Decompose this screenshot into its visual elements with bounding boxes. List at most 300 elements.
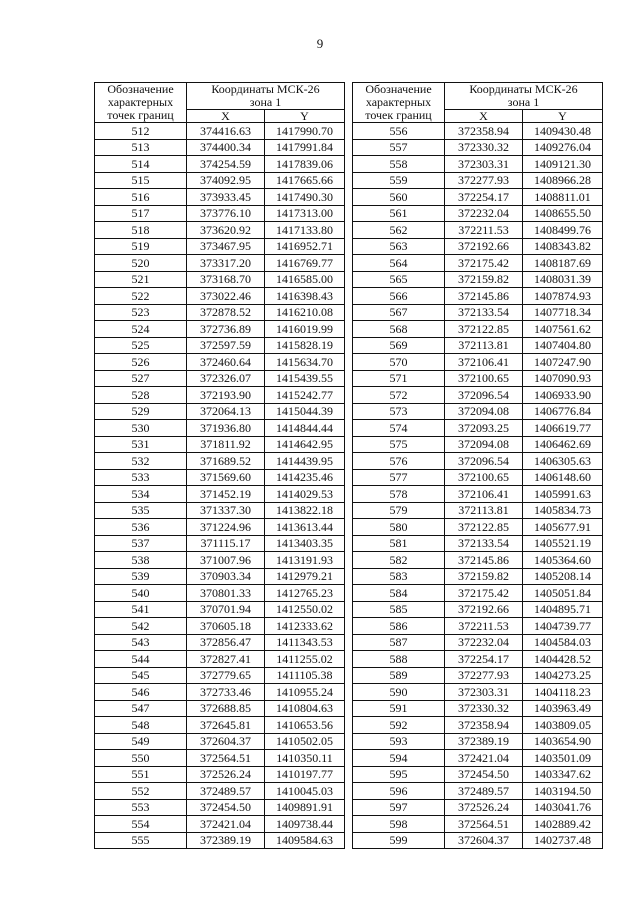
point-number-cell: 573 (353, 403, 445, 420)
y-coordinate-cell: 1410955.24 (265, 684, 345, 701)
coordinates-table-left (94, 82, 345, 849)
x-coordinate-cell: 372192.66 (445, 601, 523, 618)
y-coordinate-cell: 1410350.11 (265, 750, 345, 767)
table-row (353, 387, 603, 404)
table-row (95, 304, 345, 321)
table-row (353, 436, 603, 453)
y-coordinate-cell: 1416398.43 (265, 288, 345, 305)
table-row (353, 799, 603, 816)
x-coordinate-cell: 372277.93 (445, 667, 523, 684)
y-coordinate-cell: 1417839.06 (265, 156, 345, 173)
x-coordinate-cell: 370801.33 (187, 585, 265, 602)
point-number-cell: 513 (95, 139, 187, 156)
table-row (353, 123, 603, 140)
table-row (353, 486, 603, 503)
point-number-cell: 578 (353, 486, 445, 503)
point-number-cell: 580 (353, 519, 445, 536)
y-coordinate-cell: 1406305.63 (523, 453, 603, 470)
table-row (353, 618, 603, 635)
x-coordinate-cell: 372454.50 (187, 799, 265, 816)
table-row (95, 601, 345, 618)
col-y-header: Y (265, 110, 345, 123)
point-number-cell: 589 (353, 667, 445, 684)
x-coordinate-cell: 371689.52 (187, 453, 265, 470)
table-row (95, 750, 345, 767)
point-number-cell: 546 (95, 684, 187, 701)
y-coordinate-cell: 1414439.95 (265, 453, 345, 470)
table-row (95, 568, 345, 585)
y-coordinate-cell: 1410197.77 (265, 766, 345, 783)
table-row (353, 453, 603, 470)
table-row (95, 123, 345, 140)
point-number-cell: 545 (95, 667, 187, 684)
x-coordinate-cell: 372389.19 (187, 832, 265, 849)
x-coordinate-cell: 372113.81 (445, 337, 523, 354)
point-number-cell: 536 (95, 519, 187, 536)
table-row (95, 387, 345, 404)
x-coordinate-cell: 372326.07 (187, 370, 265, 387)
x-coordinate-cell: 371811.92 (187, 436, 265, 453)
table-row (353, 172, 603, 189)
y-coordinate-cell: 1415828.19 (265, 337, 345, 354)
point-number-cell: 521 (95, 271, 187, 288)
x-coordinate-cell: 372211.53 (445, 618, 523, 635)
x-coordinate-cell: 372688.85 (187, 700, 265, 717)
coord-system-header: Координаты МСК-26 зона 1 (445, 83, 603, 110)
x-coordinate-cell: 372277.93 (445, 172, 523, 189)
y-coordinate-cell: 1405834.73 (523, 502, 603, 519)
y-coordinate-cell: 1407561.62 (523, 321, 603, 338)
table-row (95, 453, 345, 470)
table-row (353, 337, 603, 354)
point-number-cell: 595 (353, 766, 445, 783)
x-coordinate-cell: 372856.47 (187, 634, 265, 651)
y-coordinate-cell: 1409584.63 (265, 832, 345, 849)
x-coordinate-cell: 372175.42 (445, 585, 523, 602)
x-coordinate-cell: 372100.65 (445, 370, 523, 387)
table-row (353, 783, 603, 800)
x-coordinate-cell: 372254.17 (445, 651, 523, 668)
y-coordinate-cell: 1403194.50 (523, 783, 603, 800)
x-coordinate-cell: 372303.31 (445, 156, 523, 173)
y-coordinate-cell: 1408187.69 (523, 255, 603, 272)
x-coordinate-cell: 372736.89 (187, 321, 265, 338)
x-coordinate-cell: 372145.86 (445, 552, 523, 569)
point-number-cell: 555 (95, 832, 187, 849)
x-coordinate-cell: 372733.46 (187, 684, 265, 701)
point-number-cell: 554 (95, 816, 187, 833)
y-coordinate-cell: 1403501.09 (523, 750, 603, 767)
x-coordinate-cell: 371224.96 (187, 519, 265, 536)
table-row (353, 288, 603, 305)
x-coordinate-cell: 372211.53 (445, 222, 523, 239)
point-number-cell: 587 (353, 634, 445, 651)
page-number: 9 (316, 36, 324, 51)
y-coordinate-cell: 1414844.44 (265, 420, 345, 437)
table-row (353, 634, 603, 651)
col-y-header: Y (523, 110, 603, 123)
x-coordinate-cell: 370605.18 (187, 618, 265, 635)
table-row (95, 222, 345, 239)
y-coordinate-cell: 1408966.28 (523, 172, 603, 189)
table-row (353, 832, 603, 849)
table-row (95, 783, 345, 800)
point-number-cell: 579 (353, 502, 445, 519)
x-coordinate-cell: 372779.65 (187, 667, 265, 684)
point-number-cell: 517 (95, 205, 187, 222)
point-number-cell: 525 (95, 337, 187, 354)
x-coordinate-cell: 372454.50 (445, 766, 523, 783)
coord-system-header: Координаты МСК-26 зона 1 (187, 83, 345, 110)
y-coordinate-cell: 1403041.76 (523, 799, 603, 816)
point-number-cell: 551 (95, 766, 187, 783)
table-row (95, 238, 345, 255)
y-coordinate-cell: 1416210.08 (265, 304, 345, 321)
point-number-cell: 561 (353, 205, 445, 222)
y-coordinate-cell: 1403347.62 (523, 766, 603, 783)
y-coordinate-cell: 1416585.00 (265, 271, 345, 288)
point-number-cell: 549 (95, 733, 187, 750)
table-row (353, 651, 603, 668)
y-coordinate-cell: 1411255.02 (265, 651, 345, 668)
point-number-cell: 584 (353, 585, 445, 602)
point-number-cell: 548 (95, 717, 187, 734)
y-coordinate-cell: 1402889.42 (523, 816, 603, 833)
table-row (353, 321, 603, 338)
y-coordinate-cell: 1408811.01 (523, 189, 603, 206)
point-number-cell: 527 (95, 370, 187, 387)
y-coordinate-cell: 1417490.30 (265, 189, 345, 206)
y-coordinate-cell: 1414029.53 (265, 486, 345, 503)
point-number-cell: 524 (95, 321, 187, 338)
y-coordinate-cell: 1417313.00 (265, 205, 345, 222)
y-coordinate-cell: 1405364.60 (523, 552, 603, 569)
x-coordinate-cell: 372122.85 (445, 519, 523, 536)
point-number-cell: 596 (353, 783, 445, 800)
point-number-cell: 531 (95, 436, 187, 453)
y-coordinate-cell: 1413403.35 (265, 535, 345, 552)
point-number-cell: 542 (95, 618, 187, 635)
table-row (95, 370, 345, 387)
y-coordinate-cell: 1417133.80 (265, 222, 345, 239)
point-number-cell: 537 (95, 535, 187, 552)
y-coordinate-cell: 1404739.77 (523, 618, 603, 635)
table-row (95, 436, 345, 453)
x-coordinate-cell: 372330.32 (445, 139, 523, 156)
point-number-cell: 547 (95, 700, 187, 717)
x-coordinate-cell: 372489.57 (187, 783, 265, 800)
point-number-cell: 568 (353, 321, 445, 338)
y-coordinate-cell: 1407718.34 (523, 304, 603, 321)
y-coordinate-cell: 1408499.76 (523, 222, 603, 239)
y-coordinate-cell: 1409276.04 (523, 139, 603, 156)
point-number-cell: 565 (353, 271, 445, 288)
x-coordinate-cell: 372192.66 (445, 238, 523, 255)
y-coordinate-cell: 1405991.63 (523, 486, 603, 503)
point-number-cell: 577 (353, 469, 445, 486)
table-row (353, 601, 603, 618)
table-row (353, 733, 603, 750)
point-number-cell: 530 (95, 420, 187, 437)
y-coordinate-cell: 1415242.77 (265, 387, 345, 404)
table-row (353, 370, 603, 387)
point-number-cell: 520 (95, 255, 187, 272)
coordinates-table-right (352, 82, 603, 849)
x-coordinate-cell: 373022.46 (187, 288, 265, 305)
x-coordinate-cell: 370701.94 (187, 601, 265, 618)
point-number-cell: 538 (95, 552, 187, 569)
point-number-cell: 526 (95, 354, 187, 371)
table-row (353, 189, 603, 206)
y-coordinate-cell: 1413822.18 (265, 502, 345, 519)
point-number-cell: 558 (353, 156, 445, 173)
point-number-cell: 550 (95, 750, 187, 767)
x-coordinate-cell: 372358.94 (445, 717, 523, 734)
point-number-cell: 539 (95, 568, 187, 585)
y-coordinate-cell: 1415439.55 (265, 370, 345, 387)
x-coordinate-cell: 372064.13 (187, 403, 265, 420)
point-number-cell: 570 (353, 354, 445, 371)
x-coordinate-cell: 372827.41 (187, 651, 265, 668)
point-number-cell: 564 (353, 255, 445, 272)
table-row (95, 733, 345, 750)
point-label-header: Обозначение характерных точек границ (95, 83, 187, 123)
x-coordinate-cell: 373168.70 (187, 271, 265, 288)
table-row (95, 172, 345, 189)
x-coordinate-cell: 372604.37 (187, 733, 265, 750)
point-number-cell: 514 (95, 156, 187, 173)
point-number-cell: 594 (353, 750, 445, 767)
y-coordinate-cell: 1416952.71 (265, 238, 345, 255)
x-coordinate-cell: 372878.52 (187, 304, 265, 321)
x-coordinate-cell: 372133.54 (445, 535, 523, 552)
y-coordinate-cell: 1404895.71 (523, 601, 603, 618)
x-coordinate-cell: 371115.17 (187, 535, 265, 552)
y-coordinate-cell: 1406933.90 (523, 387, 603, 404)
point-label-header: Обозначение характерных точек границ (353, 83, 445, 123)
x-coordinate-cell: 372096.54 (445, 453, 523, 470)
y-coordinate-cell: 1409121.30 (523, 156, 603, 173)
table-row (95, 766, 345, 783)
x-coordinate-cell: 374254.59 (187, 156, 265, 173)
table-row (95, 189, 345, 206)
table-row (353, 519, 603, 536)
table-row (95, 321, 345, 338)
y-coordinate-cell: 1408655.50 (523, 205, 603, 222)
y-coordinate-cell: 1405208.14 (523, 568, 603, 585)
point-number-cell: 588 (353, 651, 445, 668)
y-coordinate-cell: 1406776.84 (523, 403, 603, 420)
y-coordinate-cell: 1408031.39 (523, 271, 603, 288)
point-number-cell: 516 (95, 189, 187, 206)
table-row (95, 502, 345, 519)
y-coordinate-cell: 1402737.48 (523, 832, 603, 849)
y-coordinate-cell: 1414642.95 (265, 436, 345, 453)
y-coordinate-cell: 1414235.46 (265, 469, 345, 486)
y-coordinate-cell: 1409891.91 (265, 799, 345, 816)
point-number-cell: 572 (353, 387, 445, 404)
x-coordinate-cell: 372100.65 (445, 469, 523, 486)
x-coordinate-cell: 372106.41 (445, 354, 523, 371)
x-coordinate-cell: 372604.37 (445, 832, 523, 849)
table-row (353, 271, 603, 288)
table-row (95, 156, 345, 173)
table-row (353, 766, 603, 783)
x-coordinate-cell: 372645.81 (187, 717, 265, 734)
table-row (95, 535, 345, 552)
y-coordinate-cell: 1409738.44 (265, 816, 345, 833)
y-coordinate-cell: 1413613.44 (265, 519, 345, 536)
y-coordinate-cell: 1406619.77 (523, 420, 603, 437)
table-row (353, 205, 603, 222)
point-number-cell: 534 (95, 486, 187, 503)
point-number-cell: 515 (95, 172, 187, 189)
x-coordinate-cell: 372106.41 (445, 486, 523, 503)
table-row (95, 354, 345, 371)
x-coordinate-cell: 372526.24 (187, 766, 265, 783)
x-coordinate-cell: 372175.42 (445, 255, 523, 272)
y-coordinate-cell: 1403809.05 (523, 717, 603, 734)
point-number-cell: 544 (95, 651, 187, 668)
point-number-cell: 599 (353, 832, 445, 849)
table-row (353, 222, 603, 239)
table-row (95, 684, 345, 701)
point-number-cell: 574 (353, 420, 445, 437)
point-number-cell: 567 (353, 304, 445, 321)
x-coordinate-cell: 371337.30 (187, 502, 265, 519)
y-coordinate-cell: 1412550.02 (265, 601, 345, 618)
x-coordinate-cell: 372597.59 (187, 337, 265, 354)
x-coordinate-cell: 370903.34 (187, 568, 265, 585)
y-coordinate-cell: 1410653.56 (265, 717, 345, 734)
x-coordinate-cell: 372122.85 (445, 321, 523, 338)
y-coordinate-cell: 1404273.25 (523, 667, 603, 684)
table-row (353, 255, 603, 272)
y-coordinate-cell: 1410502.05 (265, 733, 345, 750)
x-coordinate-cell: 372421.04 (445, 750, 523, 767)
y-coordinate-cell: 1405677.91 (523, 519, 603, 536)
table-row (95, 651, 345, 668)
table-row (95, 552, 345, 569)
y-coordinate-cell: 1404118.23 (523, 684, 603, 701)
point-number-cell: 585 (353, 601, 445, 618)
table-row (95, 667, 345, 684)
y-coordinate-cell: 1405051.84 (523, 585, 603, 602)
point-number-cell: 581 (353, 535, 445, 552)
x-coordinate-cell: 372421.04 (187, 816, 265, 833)
table-row (353, 750, 603, 767)
table-row (95, 799, 345, 816)
table-row (95, 255, 345, 272)
point-number-cell: 541 (95, 601, 187, 618)
point-number-cell: 563 (353, 238, 445, 255)
y-coordinate-cell: 1417991.84 (265, 139, 345, 156)
x-coordinate-cell: 372489.57 (445, 783, 523, 800)
x-coordinate-cell: 372389.19 (445, 733, 523, 750)
table-row (95, 519, 345, 536)
x-coordinate-cell: 371936.80 (187, 420, 265, 437)
x-coordinate-cell: 372094.08 (445, 436, 523, 453)
y-coordinate-cell: 1403963.49 (523, 700, 603, 717)
y-coordinate-cell: 1410804.63 (265, 700, 345, 717)
point-number-cell: 556 (353, 123, 445, 140)
point-number-cell: 562 (353, 222, 445, 239)
table-row (353, 535, 603, 552)
y-coordinate-cell: 1406462.69 (523, 436, 603, 453)
point-number-cell: 583 (353, 568, 445, 585)
point-number-cell: 522 (95, 288, 187, 305)
x-coordinate-cell: 374092.95 (187, 172, 265, 189)
point-number-cell: 582 (353, 552, 445, 569)
point-number-cell: 576 (353, 453, 445, 470)
x-coordinate-cell: 372460.64 (187, 354, 265, 371)
table-row (353, 469, 603, 486)
table-row (95, 816, 345, 833)
point-number-cell: 591 (353, 700, 445, 717)
table-row (353, 304, 603, 321)
x-coordinate-cell: 372564.51 (187, 750, 265, 767)
table-row (353, 700, 603, 717)
table-row (95, 700, 345, 717)
point-number-cell: 575 (353, 436, 445, 453)
point-number-cell: 533 (95, 469, 187, 486)
table-row (95, 469, 345, 486)
point-number-cell: 519 (95, 238, 187, 255)
x-coordinate-cell: 373467.95 (187, 238, 265, 255)
table-row (353, 667, 603, 684)
table-row (95, 832, 345, 849)
y-coordinate-cell: 1407404.80 (523, 337, 603, 354)
point-number-cell: 553 (95, 799, 187, 816)
y-coordinate-cell: 1417990.70 (265, 123, 345, 140)
col-x-header: X (445, 110, 523, 123)
table-row (353, 684, 603, 701)
point-number-cell: 586 (353, 618, 445, 635)
y-coordinate-cell: 1413191.93 (265, 552, 345, 569)
table-row (353, 238, 603, 255)
col-x-header: X (187, 110, 265, 123)
y-coordinate-cell: 1415634.70 (265, 354, 345, 371)
table-row (95, 337, 345, 354)
point-number-cell: 571 (353, 370, 445, 387)
table-row (353, 585, 603, 602)
x-coordinate-cell: 372133.54 (445, 304, 523, 321)
table-row (353, 139, 603, 156)
point-number-cell: 543 (95, 634, 187, 651)
point-number-cell: 512 (95, 123, 187, 140)
y-coordinate-cell: 1415044.39 (265, 403, 345, 420)
x-coordinate-cell: 372232.04 (445, 634, 523, 651)
point-number-cell: 593 (353, 733, 445, 750)
table-row (95, 585, 345, 602)
table-row (353, 552, 603, 569)
point-number-cell: 523 (95, 304, 187, 321)
point-number-cell: 557 (353, 139, 445, 156)
y-coordinate-cell: 1411343.53 (265, 634, 345, 651)
y-coordinate-cell: 1409430.48 (523, 123, 603, 140)
table-row (95, 403, 345, 420)
x-coordinate-cell: 372096.54 (445, 387, 523, 404)
point-number-cell: 598 (353, 816, 445, 833)
table-row (95, 288, 345, 305)
y-coordinate-cell: 1404428.52 (523, 651, 603, 668)
point-number-cell: 529 (95, 403, 187, 420)
table-row (353, 156, 603, 173)
x-coordinate-cell: 374416.63 (187, 123, 265, 140)
x-coordinate-cell: 373933.45 (187, 189, 265, 206)
x-coordinate-cell: 372330.32 (445, 700, 523, 717)
point-number-cell: 535 (95, 502, 187, 519)
